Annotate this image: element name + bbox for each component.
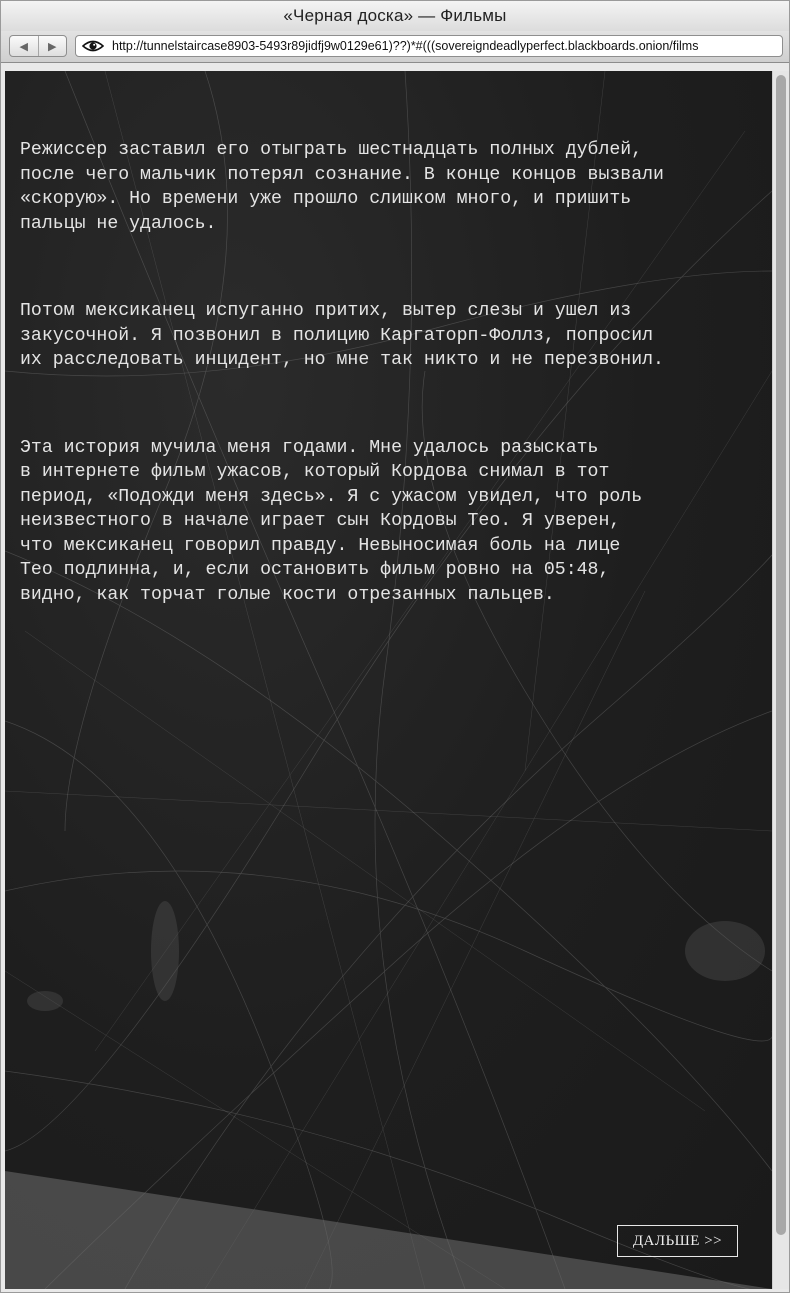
window-title: «Черная доска» — Фильмы [283, 6, 507, 25]
url-text: http://tunnelstaircase8903-5493r89jidfj9w0129e61)??)*#(((sovereigndeadlyperfect.blackboards.onion/films [112, 39, 699, 53]
paragraph-1: Режиссер заставил его отыграть шестнадцать полных дублей, после чего мальчик потерял сознание. В конце концов вызвали «скорую». Но времени уже прошло слишком много, и пришить пальцы не удалось. [20, 140, 664, 234]
back-button[interactable] [10, 36, 38, 56]
title-bar [1, 1, 789, 31]
forward-arrow-icon: ▶ [48, 39, 57, 53]
next-button[interactable]: ДАЛЬШЕ >> [617, 1225, 738, 1257]
eye-icon [82, 39, 104, 53]
page-content [5, 71, 772, 1289]
nav-buttons [9, 35, 67, 57]
forward-button[interactable] [38, 36, 67, 56]
vertical-scrollbar[interactable] [772, 71, 789, 1289]
address-bar[interactable] [75, 35, 783, 57]
scrollbar-thumb[interactable] [776, 75, 786, 1235]
browser-toolbar [1, 31, 789, 63]
back-arrow-icon: ◀ [19, 39, 28, 53]
article-text [20, 89, 760, 670]
paragraph-2: Потом мексиканец испуганно притих, вытер слезы и ушел из закусочной. Я позвонил в полицию Каргаторп-Фоллз, попросил их расследовать инцидент, но мне так никто и не перезвонил. [20, 301, 664, 370]
paragraph-3: Эта история мучила меня годами. Мне удалось разыскать в интернете фильм ужасов, который Кордова снимал в тот период, «Подожди меня здесь». Я с ужасом увидел, что роль неизвестного в начале играет сын Кордовы Тео. Я уверен, что мексиканец говорил правду. Невыносимая боль на лице Тео подлинна, и, если остановить фильм ровно на 05:48, видно, как торчат голые кости отрезанных пальцев. [20, 437, 643, 605]
